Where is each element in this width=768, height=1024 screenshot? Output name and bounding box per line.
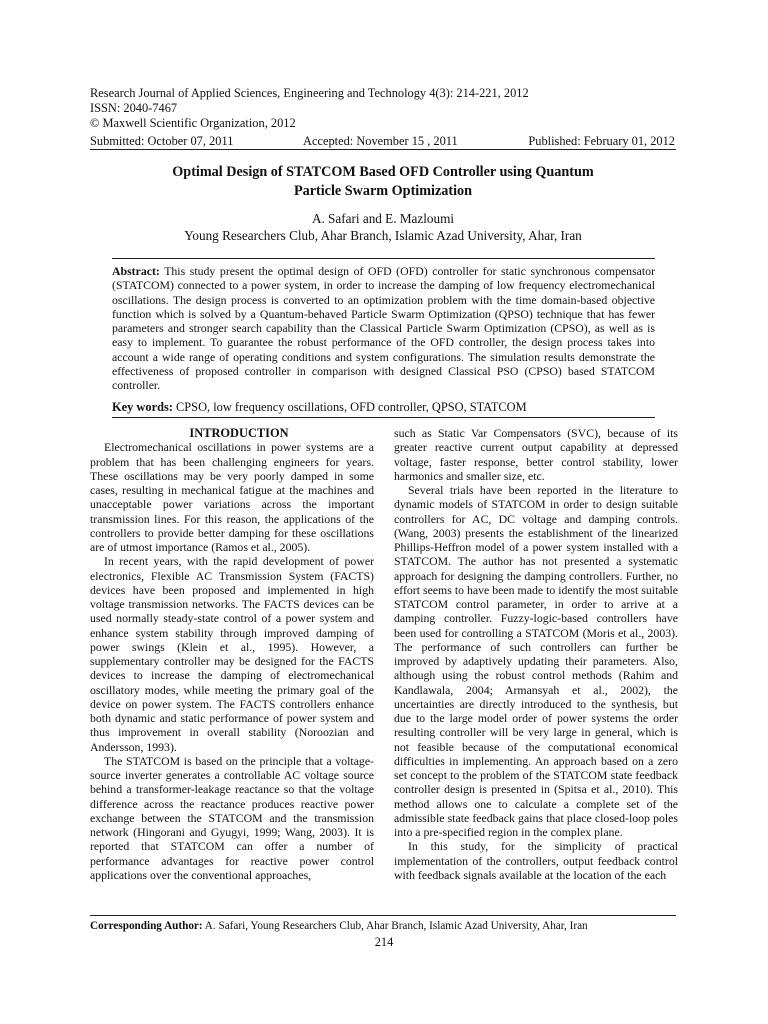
keywords (112, 400, 655, 415)
abstract-text: This study present the optimal design of OFD (OFD) controller for static synchronous compensator (STATCOM) connected to a power system, in order to increase the damping of low frequency electromechanical oscillations. The design process is converted to an optimization problem with the time domain-based objective function which is solved by a Quantum-behaved Particle Swarm Optimization (QPSO) technique that has fewer parameters and stronger search capability than the Classical Particle Swarm Optimization (CPSO), as well as is easy to implement. To guarantee the robust performance of the OFD controller, the design process takes into account a wide range of operating conditions and system configurations. The simulation results demonstrate the effectiveness of proposed controller in comparison with designed Classical PSO (CPSO) based STATCOM controller. (112, 264, 655, 393)
accepted-date: Accepted: November 15 , 2011 (303, 134, 458, 148)
paragraph: Electromechanical oscillations in power systems are a problem that has been challenging engineers for years. These oscillations may be very poorly damped in some cases, resulting in mechanical fatigue at the machines and unacceptable power variations across the important transmission lines. For this reason, the applications of the controllers to provide better damping for these oscillations are of utmost importance (Ramos et al., 2005). (90, 440, 374, 554)
paragraph: In this study, for the simplicity of practical implementation of the controllers, output feedback control with feedback signals available at the location of the each (394, 839, 678, 882)
journal-header (90, 86, 675, 132)
abstract (112, 264, 655, 393)
paragraph: In recent years, with the rapid development of power electronics, Flexible AC Transmission System (FACTS) devices have been proposed and implemented in high voltage transmission networks. The FACTS devices can be used normally steady-state control of a power system and enhance system stability through improved damping of power swings (Klein et al., 1995). However, a supplementary controller may be designed for the FACTS devices to increase the damping of electromechanical oscillatory modes, while meeting the primary goal of the device on power system. The FACTS controllers enhance both dynamic and static performance of power system and thus improvement in overall stability (Noroozian and Andersson, 1993). (90, 554, 374, 754)
header-rule (90, 149, 676, 150)
paragraph: The STATCOM is based on the principle that a voltage-source inverter generates a controllable AC voltage source behind a transformer-leakage reactance so that the voltage difference across the reactance produces reactive power exchange between the STATCOM and the transmission network (Hingorani and Gyugyi, 1999; Wang, 2003). It is reported that STATCOM can offer a number of performance advantages for reactive power control applications over the conventional approaches, (90, 753, 374, 882)
journal-citation: Research Journal of Applied Sciences, Engineering and Technology 4(3): 214-221, 2012 (90, 86, 529, 100)
paragraph: such as Static Var Compensators (SVC), because of its greater reactive current output capability at depressed voltage, faster response, better control stability, lower harmonics and smaller size, etc. (394, 426, 678, 483)
author-affiliation: Young Researchers Club, Ahar Branch, Islamic Azad University, Ahar, Iran (184, 228, 582, 243)
publication-dates (90, 134, 675, 149)
corresponding-author-label: Corresponding Author: (90, 920, 203, 932)
left-column (90, 426, 374, 882)
abstract-top-rule (112, 258, 655, 259)
page-number: 214 (374, 935, 394, 949)
author-block (90, 210, 676, 244)
corresponding-author (90, 919, 676, 933)
keywords-text: CPSO, low frequency oscillations, OFD controller, QPSO, STATCOM (172, 400, 527, 414)
author-names: A. Safari and E. Mazloumi (311, 211, 455, 226)
right-column (394, 426, 678, 882)
title-line-2: Particle Swarm Optimization (293, 183, 473, 199)
section-heading: INTRODUCTION (189, 426, 289, 440)
copyright: © Maxwell Scientific Organization, 2012 (90, 116, 296, 131)
issn: ISSN: 2040-7467 (90, 101, 178, 116)
corresponding-author-text: A. Safari, Young Researchers Club, Ahar Branch, Islamic Azad University, Ahar, Iran (202, 920, 588, 932)
published-date: Published: February 01, 2012 (528, 134, 675, 148)
keywords-label: Key words: (112, 400, 173, 414)
title-line-1: Optimal Design of STATCOM Based OFD Controller using Quantum (172, 164, 594, 180)
footer-rule (90, 915, 676, 916)
paragraph: Several trials have been reported in the literature to dynamic models of STATCOM in order to design suitable controllers for AC, DC voltage and damping controls. (Wang, 2003) presents the establishment of the linearized Phillips-Heffron model of a power system installed with a STATCOM. The author has not presented a systematic approach for designing the damping controllers. Further, no effort seems to have been made to identify the most suitable STATCOM control parameter, in order to arrive at a damping controller. Fuzzy-logic-based controllers have been used for controlling a STATCOM (Moris et al., 2003). The performance of such controllers can further be improved by adaptively updating their parameters. Also, although using the robust control methods (Rahim and Kandlawala, 2004; Armansyah et al., 2002), the uncertainties are directly introduced to the synthesis, but due to the large model order of power systems the order resulting controller will be very large in general, which is not feasible because of the computational economical difficulties in implementing. An approach based on a zero set concept to the problem of the STATCOM state feedback controller design is presented in (Spitsa et al., 2010). This method allows one to calculate a complete set of the admissible state feedback gains that place closed-loop poles into a pre-specified region in the complex plane. (394, 483, 678, 839)
keywords-rule (112, 417, 655, 418)
submitted-date: Submitted: October 07, 2011 (90, 134, 234, 148)
abstract-label: Abstract: (112, 264, 160, 278)
paper-title (90, 163, 676, 201)
